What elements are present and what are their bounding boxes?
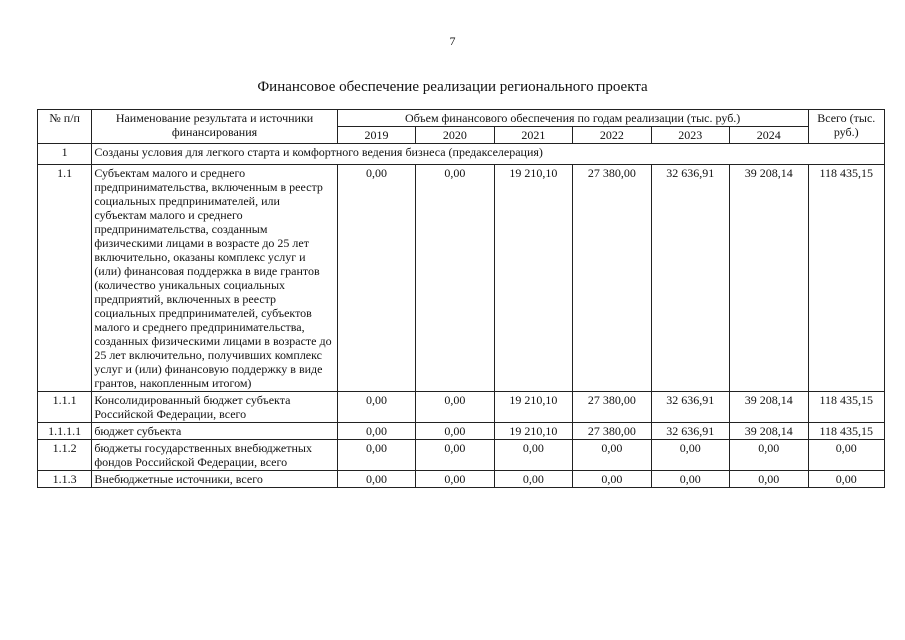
value-cell: 0,00: [337, 423, 415, 440]
row-num: 1.1.1.1: [38, 423, 92, 440]
header-year: 2021: [494, 127, 572, 144]
header-year: 2020: [416, 127, 494, 144]
value-cell: 32 636,91: [651, 392, 729, 423]
row-name: Внебюджетные источники, всего: [92, 471, 337, 488]
value-cell: 19 210,10: [494, 165, 572, 392]
value-cell: 0,00: [416, 471, 494, 488]
header-year: 2022: [573, 127, 651, 144]
total-cell: 118 435,15: [808, 165, 885, 392]
total-cell: 0,00: [808, 440, 885, 471]
value-cell: 27 380,00: [573, 423, 651, 440]
document-title: Финансовое обеспечение реализации регионального проекта: [257, 79, 648, 95]
section-row: [38, 144, 885, 165]
header-year: 2024: [730, 127, 809, 144]
total-cell: 118 435,15: [808, 392, 885, 423]
table-row: [38, 392, 885, 423]
header-year: 2023: [651, 127, 729, 144]
financing-table: [37, 109, 885, 488]
header-name: Наименование результата и источники финансирования: [92, 110, 337, 144]
row-num: 1.1: [38, 165, 92, 392]
total-cell: 118 435,15: [808, 423, 885, 440]
value-cell: 32 636,91: [651, 423, 729, 440]
value-cell: 19 210,10: [494, 423, 572, 440]
value-cell: 0,00: [416, 440, 494, 471]
header-num: № п/п: [38, 110, 92, 144]
header-total: Всего (тыс. руб.): [808, 110, 885, 144]
value-cell: 0,00: [651, 440, 729, 471]
table-row: [38, 440, 885, 471]
table-row: [38, 423, 885, 440]
value-cell: 19 210,10: [494, 392, 572, 423]
value-cell: 0,00: [651, 471, 729, 488]
value-cell: 39 208,14: [730, 165, 809, 392]
section-name: Созданы условия для легкого старта и комфортного ведения бизнеса (предакселерация): [92, 144, 885, 165]
value-cell: 0,00: [416, 165, 494, 392]
row-num: 1.1.3: [38, 471, 92, 488]
value-cell: 0,00: [573, 471, 651, 488]
section-num: 1: [38, 144, 92, 165]
value-cell: 0,00: [416, 423, 494, 440]
value-cell: 0,00: [730, 440, 809, 471]
table-row: [38, 471, 885, 488]
row-name: бюджеты государственных внебюджетных фондов Российской Федерации, всего: [92, 440, 337, 471]
row-name: бюджет субъекта: [92, 423, 337, 440]
value-cell: 27 380,00: [573, 392, 651, 423]
value-cell: 0,00: [573, 440, 651, 471]
value-cell: 39 208,14: [730, 423, 809, 440]
value-cell: 0,00: [337, 471, 415, 488]
value-cell: 0,00: [337, 392, 415, 423]
row-name: Субъектам малого и среднего предпринимательства, включенным в реестр социальных предпринимателей, или субъектам малого и среднего предпринимательства, созданным физическими лицами в возрасте до 25 лет включительно, оказаны комплекс услуг и (или) финансовая поддержка в виде грантов (количество уникальных социальных предприятий, включенных в реестр социальных предпринимателей, субъектов малого и среднего предпринимательства, созданных физическими лицами в возрасте до 25 лет включительно, получивших комплекс услуг и (или) финансовую поддержку в виде грантов, накопленным итогом): [92, 165, 337, 392]
value-cell: 0,00: [730, 471, 809, 488]
value-cell: 0,00: [337, 440, 415, 471]
value-cell: 32 636,91: [651, 165, 729, 392]
total-cell: 0,00: [808, 471, 885, 488]
table-row: [38, 165, 885, 392]
row-num: 1.1.2: [38, 440, 92, 471]
value-cell: 0,00: [494, 471, 572, 488]
row-name: Консолидированный бюджет субъекта Российской Федерации, всего: [92, 392, 337, 423]
value-cell: 0,00: [416, 392, 494, 423]
value-cell: 27 380,00: [573, 165, 651, 392]
value-cell: 39 208,14: [730, 392, 809, 423]
value-cell: 0,00: [494, 440, 572, 471]
header-year: 2019: [337, 127, 415, 144]
page-number: 7: [449, 34, 456, 48]
value-cell: 0,00: [337, 165, 415, 392]
row-num: 1.1.1: [38, 392, 92, 423]
header-volume: Объем финансового обеспечения по годам реализации (тыс. руб.): [337, 110, 808, 127]
